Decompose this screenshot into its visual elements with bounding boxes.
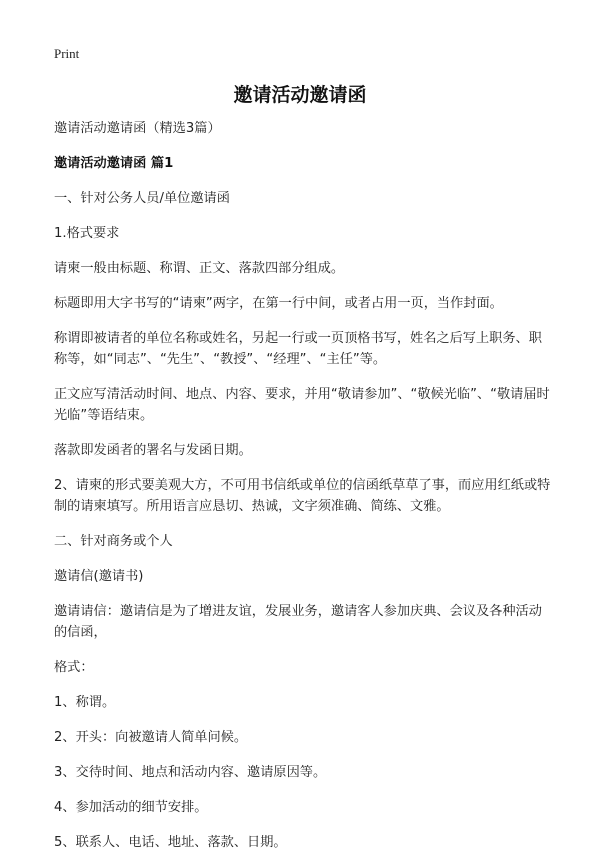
paragraph-salutation-rule: 称谓即被请者的单位名称或姓名，另起一行或一页顶格书写，姓名之后写上职务、职称等，如“同志”、“先生”、“教授”、“经理”、“主任”等。 (54, 331, 542, 367)
paragraph-form-rule: 2、请柬的形式要美观大方，不可用书信纸或单位的信函纸草草了事，而应用红纸或特制的请柬填写。所用语言应恳切、热诚，文字须准确、简练、文雅。 (54, 478, 551, 514)
subtitle-line: 邀请活动邀请函（精选3篇） (54, 121, 221, 136)
paragraph-title-rule: 标题即用大字书写的“请柬”两字，在第一行中间，或者占用一页，当作封面。 (54, 296, 503, 311)
document-title: 邀请活动邀请函 (233, 84, 367, 106)
paragraph-body-rule: 正文应写清活动时间、地点、内容、要求，并用“敬请参加”、“敬候光临”、“敬请届时光临”等语结束。 (54, 387, 550, 423)
heading-business: 二、针对商务或个人 (54, 534, 173, 549)
paragraph-invitation-parts: 请柬一般由标题、称谓、正文、落款四部分组成。 (54, 261, 345, 276)
section-heading: 邀请活动邀请函 篇1 (54, 156, 174, 171)
format-requirements-heading: 1.格式要求 (54, 226, 120, 241)
heading-official: 一、针对公务人员/单位邀请函 (54, 191, 230, 206)
list-item: 2、开头：向被邀请人简单问候。 (54, 730, 248, 745)
list-item: 4、参加活动的细节安排。 (54, 800, 208, 815)
paragraph-invitation-definition: 邀请请信：邀请信是为了增进友谊，发展业务，邀请客人参加庆典、会议及各种活动的信函， (54, 604, 542, 640)
list-item: 3、交待时间、地点和活动内容、邀请原因等。 (54, 765, 327, 780)
print-link[interactable]: Print (54, 46, 80, 61)
invitation-letter-heading: 邀请信(邀请书) (54, 569, 144, 584)
format-heading: 格式： (54, 660, 94, 675)
list-item: 5、联系人、电话、地址、落款、日期。 (54, 835, 287, 850)
list-item: 1、称谓。 (54, 695, 116, 710)
paragraph-signature-rule: 落款即发函者的署名与发函日期。 (54, 443, 252, 458)
document-body (54, 118, 554, 867)
